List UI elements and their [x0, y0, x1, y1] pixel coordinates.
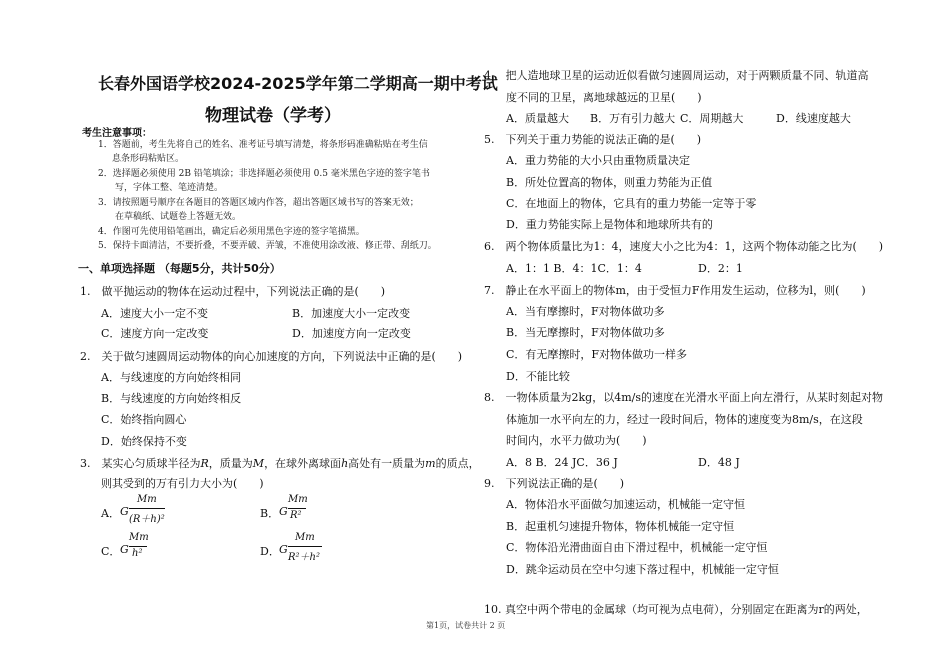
q9-option-b: B．起重机匀速提升物体，物体机械能一定守恒	[506, 520, 735, 533]
q8-option-d: D．48 J	[698, 456, 740, 469]
question-2-stem: 2. 关于做匀速圆周运动物体的向心加速度的方向，下列说法中正确的是( )	[80, 350, 463, 363]
q3-option-c-label: C．	[101, 545, 121, 558]
q9-option-a: A．物体沿水平面做匀加速运动，机械能一定守恒	[506, 498, 745, 511]
exam-subtitle: 物理试卷（学考）	[205, 106, 341, 126]
question-4-line2: 度不同的卫星，离地球越远的卫星( )	[506, 91, 702, 104]
q1-option-b: B．加速度大小一定改变	[292, 307, 411, 320]
q7-option-c: C．有无摩擦时，F对物体做功一样多	[506, 348, 688, 361]
q4-option-b: B．万有引力越大	[590, 112, 676, 125]
q3-var-h: h	[341, 457, 349, 470]
q1-option-d: D．加速度方向一定改变	[292, 327, 411, 340]
question-8-line3: 时间内，水平力做功为( )	[506, 434, 647, 447]
fraction-bar	[129, 546, 147, 547]
q3-option-a-g: G	[120, 505, 129, 518]
notice-line: 写，字体工整、笔迹清楚。	[115, 183, 224, 193]
q9-option-c: C．物体沿光滑曲面自由下滑过程中，机械能一定守恒	[506, 541, 768, 554]
fraction-numerator: Mm	[129, 532, 149, 543]
q3-text: ，在球外离球面	[264, 457, 342, 470]
q5-option-c: C．在地面上的物体，它具有的重力势能一定等于零	[506, 197, 757, 210]
q2-option-b: B．与线速度的方向始终相反	[101, 392, 242, 405]
q3-option-b-fraction	[288, 494, 310, 526]
q3-var-m: m	[425, 457, 436, 470]
q3-text: 3. 某实心匀质球半径为	[80, 457, 201, 470]
q1-option-c: C．速度方向一定改变	[101, 327, 209, 340]
q4-option-c: C．周期越大	[680, 112, 744, 125]
q3-option-b-g: G	[279, 505, 288, 518]
q3-option-d-label: D．	[260, 545, 280, 558]
notice-line: 2．选择题必须使用 2B 铅笔填涂；非选择题必须使用 0.5 毫米黑色字迹的签字笔书	[98, 169, 430, 179]
q1-option-a: A．速度大小一定不变	[101, 307, 208, 320]
q3-option-d-fraction	[288, 532, 324, 564]
q3-text: ，质量为	[208, 457, 253, 470]
notice-heading: 考生注意事项：	[82, 128, 152, 139]
notice-line: 4．作图可先使用铅笔画出，确定后必须用黑色字迹的签字笔描黑。	[98, 227, 365, 237]
question-9-stem: 9. 下列说法正确的是( )	[484, 477, 625, 490]
q3-option-c-fraction	[129, 532, 151, 564]
q3-option-b-label: B．	[260, 507, 280, 520]
q6-options-abc: A．1：1 B．4：1C．1：4	[506, 262, 642, 275]
q3-option-a-fraction	[129, 494, 167, 526]
fraction-denominator: (R＋h)²	[129, 514, 165, 525]
question-5-stem: 5. 下列关于重力势能的说法正确的是( )	[484, 133, 702, 146]
fraction-denominator: R²＋h²	[288, 552, 320, 563]
fraction-numerator: Mm	[137, 494, 157, 505]
notice-line: 在草稿纸、试题卷上答题无效。	[115, 212, 242, 222]
q2-option-c: C．始终指向圆心	[101, 413, 187, 426]
q2-option-d: D．始终保持不变	[101, 435, 187, 448]
q5-option-d: D．重力势能实际上是物体和地球所共有的	[506, 218, 713, 231]
fraction-numerator: Mm	[288, 494, 308, 505]
fraction-bar	[129, 508, 165, 509]
question-6-stem: 6. 两个物体质量比为1：4，速度大小之比为4：1，这两个物体动能之比为( )	[484, 240, 884, 253]
page-footer: 第1页，试卷共计 2 页	[426, 621, 506, 630]
fraction-denominator: h²	[132, 548, 143, 559]
q3-text: 高处有一质量为	[348, 457, 426, 470]
q4-option-a: A．质量越大	[506, 112, 569, 125]
question-3-stem-line1	[80, 455, 480, 471]
notice-line: 5．保持卡面清洁，不要折叠，不要弄破、弄皱，不准使用涂改液、修正带、刮纸刀。	[98, 241, 437, 251]
q3-text: 的质点，	[435, 457, 480, 470]
fraction-numerator: Mm	[295, 532, 315, 543]
notice-line: 3．请按照题号顺序在各题目的答题区域内作答，超出答题区域书写的答案无效；	[98, 198, 419, 208]
exam-title: 长春外国语学校2024-2025学年第二学期高一期中考试	[98, 74, 498, 93]
q7-option-b: B．当无摩擦时，F对物体做功多	[506, 326, 665, 339]
question-8-line2: 体施加一水平向左的力，经过一段时间后，物体的速度变为8m/s，在这段	[506, 413, 863, 426]
section-heading: 一、单项选择题 （每题5分，共计50分）	[78, 262, 281, 275]
q7-option-a: A．当有摩擦时，F对物体做功多	[506, 305, 665, 318]
fraction-denominator: R²	[290, 510, 302, 521]
notice-line: 1．答题前，考生先将自己的姓名、准考证号填写清楚，将条形码准确粘贴在考生信	[98, 140, 428, 150]
q2-option-a: A．与线速度的方向始终相同	[101, 371, 241, 384]
q3-var-R: R	[200, 457, 209, 470]
q4-option-d: D．线速度越大	[776, 112, 851, 125]
question-1-stem: 1. 做平抛运动的物体在运动过程中，下列说法正确的是( )	[80, 285, 386, 298]
fraction-bar	[288, 546, 322, 547]
q5-option-a: A．重力势能的大小只由重物质量决定	[506, 154, 690, 167]
q8-options-abc: A．8 B．24 JC．36 J	[506, 456, 618, 469]
q5-option-b: B．所处位置高的物体，则重力势能为正值	[506, 176, 713, 189]
question-8-line1: 8. 一物体质量为2kg，以4m/s的速度在光滑水平面上向左滑行，从某时刻起对物	[484, 391, 883, 404]
q3-option-c-g: G	[120, 543, 129, 556]
question-3-stem-line2: 则其受到的万有引力大小为( )	[101, 477, 264, 490]
question-7-stem: 7. 静止在水平面上的物体m，由于受恒力F作用发生运动，位移为l，则( )	[484, 284, 866, 297]
q3-option-d-g: G	[279, 543, 288, 556]
question-4-line1: 4. 把人造地球卫星的运动近似看做匀速圆周运动，对于两颗质量不同、轨道高	[484, 69, 869, 82]
question-10-stem: 10. 真空中两个带电的金属球（均可视为点电荷），分别固定在距离为r的两处，	[484, 603, 868, 616]
q3-option-a-label: A．	[101, 507, 120, 520]
q6-option-d: D．2：1	[698, 262, 743, 275]
q7-option-d: D．不能比较	[506, 370, 570, 383]
q3-var-M: M	[252, 457, 265, 470]
q9-option-d: D．跳伞运动员在空中匀速下落过程中，机械能一定守恒	[506, 563, 779, 576]
fraction-bar	[288, 508, 306, 509]
notice-line: 息条形码粘贴区。	[112, 154, 185, 164]
